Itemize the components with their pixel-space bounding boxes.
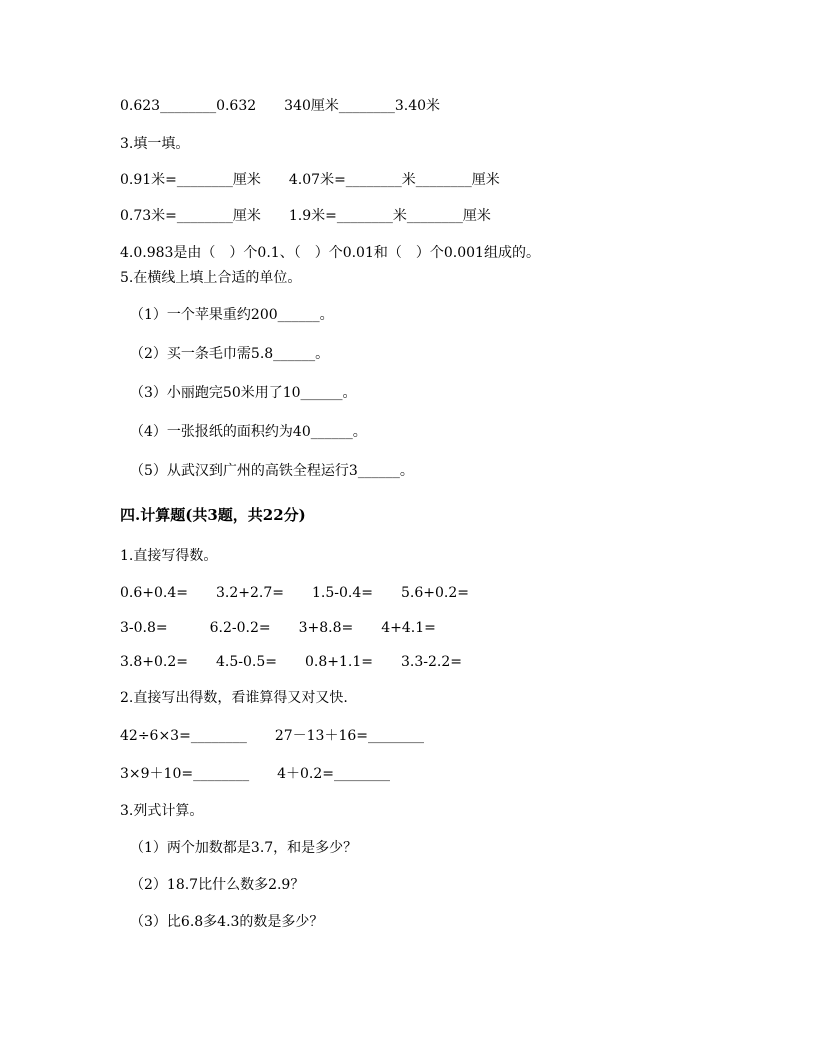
calc-row-3: 3.8+0.2= 4.5-0.5= 0.8+1.1= 3.3-2.2= — [120, 654, 462, 670]
calc-row-2: 3-0.8= 6.2-0.2= 3+8.8= 4+4.1= — [120, 620, 436, 636]
calc-q2-heading: 2.直接写出得数，看谁算得又对又快. — [120, 690, 348, 706]
calc-q1-heading: 1.直接写得数。 — [120, 548, 218, 564]
unit-item-3: （3）小丽跑完50米用了10______。 — [130, 385, 357, 401]
calc-q2-row-2: 3×9＋10=________ 4＋0.2=________ — [120, 766, 390, 782]
calc-row-1: 0.6+0.4= 3.2+2.7= 1.5-0.4= 5.6+0.2= — [120, 585, 469, 601]
unit-item-5: （5）从武汉到广州的高铁全程运行3______。 — [130, 463, 414, 479]
calc-q3-item-1: （1）两个加数都是3.7，和是多少？ — [130, 840, 358, 856]
question-5-heading: 5.在横线上填上合适的单位。 — [120, 270, 302, 286]
question-3-heading: 3.填一填。 — [120, 136, 190, 152]
calc-q2-row-1: 42÷6×3=________ 27－13＋16=________ — [120, 728, 424, 744]
unit-item-2: （2）买一条毛巾需5.8______。 — [130, 346, 330, 362]
fill-line-1: 0.91米=________厘米 4.07米=________米________厘米 — [120, 172, 500, 188]
unit-item-1: （1）一个苹果重约200______。 — [130, 307, 334, 323]
unit-item-4: （4）一张报纸的面积约为40______。 — [130, 424, 367, 440]
calc-q3-heading: 3.列式计算。 — [120, 803, 204, 819]
section-4-heading: 四.计算题(共3题，共22分) — [120, 506, 306, 524]
fill-line-2: 0.73米=________厘米 1.9米=________米________厘米 — [120, 208, 491, 224]
calc-q3-item-2: （2）18.7比什么数多2.9？ — [130, 877, 305, 893]
calc-q3-item-3: （3）比6.8多4.3的数是多少？ — [130, 914, 324, 930]
question-4: 4.0.983是由（ ）个0.1、（ ）个0.01和（ ）个0.001组成的。 — [120, 245, 540, 261]
comparison-line: 0.623________0.632 340厘米________3.40米 — [120, 98, 441, 114]
